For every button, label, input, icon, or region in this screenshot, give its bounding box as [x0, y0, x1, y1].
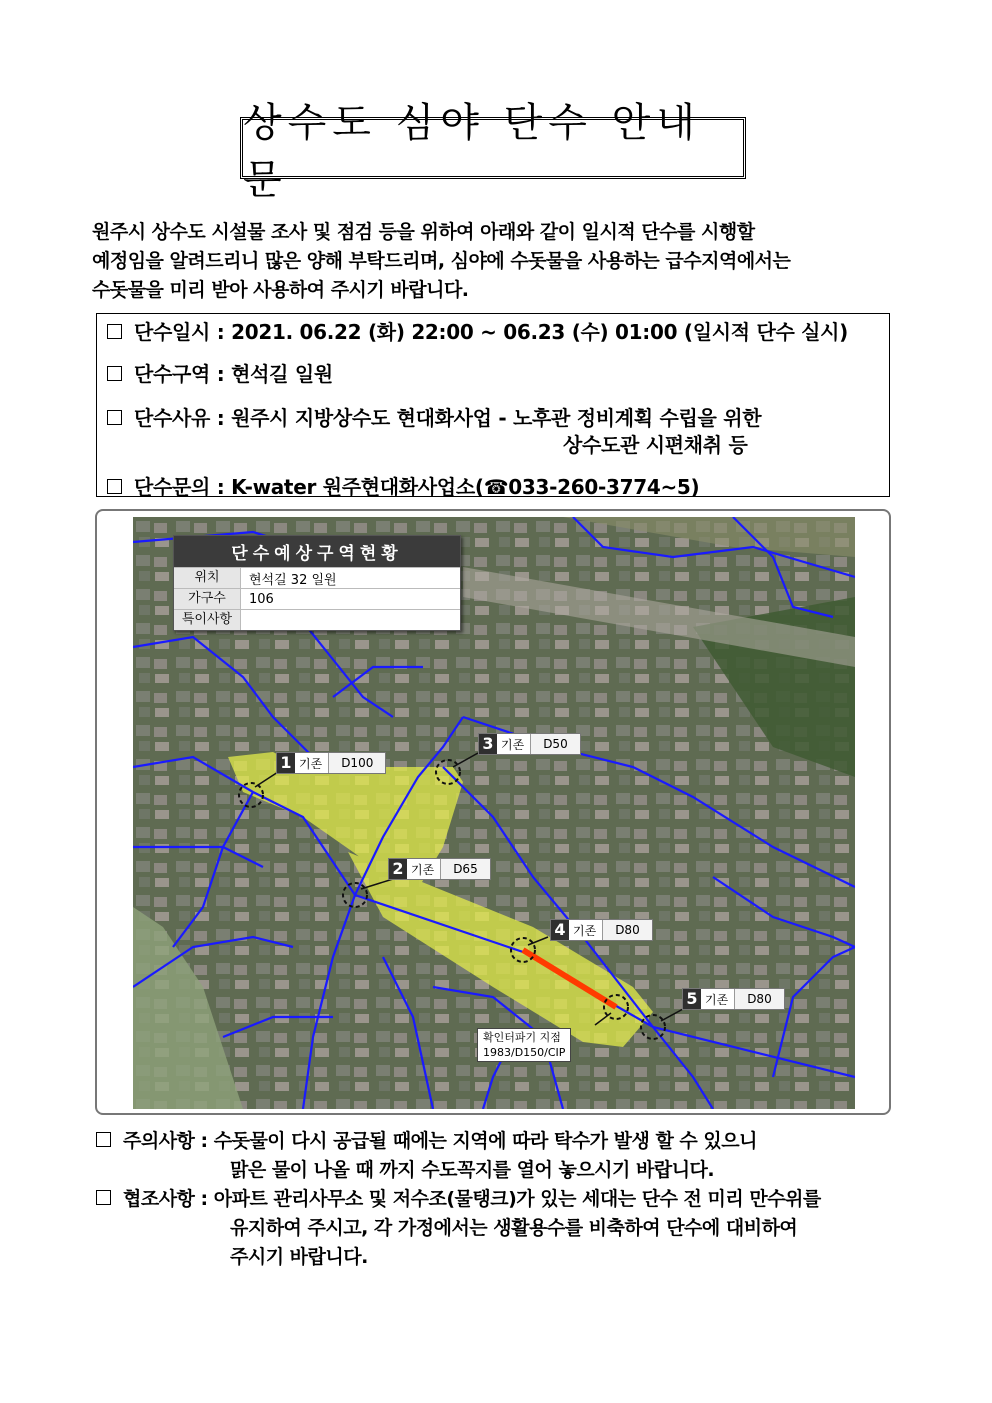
cooperation-text: 협조사항 : 아파트 관리사무소 및 저수조(물탱크)가 있는 세대는 단수 전 미리 만수위를 [123, 1188, 821, 1210]
legend-key: 위치 [174, 568, 241, 588]
point-kind: 기존 [573, 923, 597, 938]
checkbox-icon [96, 1132, 111, 1147]
point-kind: 기존 [299, 756, 323, 771]
checkbox-icon [107, 324, 122, 339]
point-kind: 기존 [411, 862, 435, 877]
point-size: D80 [734, 989, 784, 1009]
legend-value: 현석길 32 일원 [249, 572, 337, 588]
schedule-row [107, 316, 848, 345]
caution-note [96, 1127, 821, 1156]
point-number: 5 [683, 989, 701, 1009]
checkbox-icon [96, 1190, 111, 1205]
cooperation-note [96, 1185, 821, 1214]
legend-row-households [174, 588, 460, 609]
point-label-3 [478, 733, 581, 755]
checkbox-icon [107, 366, 122, 381]
point-label-1 [276, 752, 386, 774]
schedule-text: 단수일시 : 2021. 06.22 (화) 22:00 ~ 06.23 (수) 01:00 (일시적 단수 실시) [134, 320, 849, 344]
intro-line: 예정임을 알려드리니 많은 양해 부탁드리며, 심야에 수돗물을 사용하는 급수지역에서는 [92, 250, 791, 272]
excavation-label [477, 1028, 571, 1062]
info-box [96, 313, 890, 497]
point-number: 4 [551, 920, 569, 940]
point-kind: 기존 [705, 992, 729, 1007]
page-title: 상수도 심야 단수 안내문 [243, 100, 701, 203]
notes-section [96, 1127, 821, 1272]
point-number: 3 [479, 734, 497, 754]
legend-key: 특이사항 [174, 610, 241, 630]
reason-text-continued: 상수도관 시편채취 등 [563, 433, 748, 457]
excavation-label-title: 확인터파기 지점 [483, 1031, 561, 1044]
caution-text: 주의사항 : 수돗물이 다시 공급될 때에는 지역에 따라 탁수가 발생 할 수 있으니 [123, 1130, 757, 1152]
legend-title: 단수예상구역현황 [174, 536, 460, 567]
legend-row-location [174, 567, 460, 588]
contact-text: 단수문의 : K-water 원주현대화사업소(☎033-260-3774~5) [134, 475, 700, 499]
contact-row [107, 471, 699, 500]
point-number: 2 [389, 859, 407, 879]
reason-row-continued [563, 429, 748, 458]
point-size: D50 [530, 734, 580, 754]
intro-line: 원주시 상수도 시설물 조사 및 점검 등을 위하여 아래와 같이 일시적 단수를 시행할 [92, 221, 755, 243]
area-text: 단수구역 : 현석길 일원 [134, 362, 333, 386]
point-label-4 [550, 919, 653, 941]
intro-line: 수돗물을 미리 받아 사용하여 주시기 바랍니다. [92, 279, 469, 301]
point-label-5 [682, 988, 785, 1010]
legend-value: 106 [249, 591, 274, 607]
point-number: 1 [277, 753, 295, 773]
cooperation-note-continued: 주시기 바랍니다. [230, 1246, 368, 1268]
checkbox-icon [107, 479, 122, 494]
caution-note-continued: 맑은 물이 나올 때 까지 수도꼭지를 열어 놓으시기 바랍니다. [230, 1159, 715, 1181]
intro-paragraph [92, 218, 902, 305]
outage-area-map [133, 517, 855, 1109]
cooperation-note-continued: 유지하여 주시고, 각 가정에서는 생활용수를 비축하여 단수에 대비하여 [230, 1217, 798, 1239]
excavation-label-spec: 1983/D150/CIP [483, 1046, 566, 1059]
title-box [240, 100, 746, 203]
point-size: D100 [328, 753, 385, 773]
legend-key: 가구수 [174, 589, 241, 609]
area-row [107, 358, 333, 387]
reason-row [107, 402, 761, 431]
legend-row-notes [174, 609, 460, 630]
checkbox-icon [107, 410, 122, 425]
point-size: D65 [440, 859, 490, 879]
point-label-2 [388, 858, 491, 880]
point-kind: 기존 [501, 737, 525, 752]
outage-legend [173, 535, 461, 631]
point-size: D80 [602, 920, 652, 940]
reason-text: 단수사유 : 원주시 지방상수도 현대화사업 - 노후관 정비계획 수립을 위한 [134, 406, 762, 430]
